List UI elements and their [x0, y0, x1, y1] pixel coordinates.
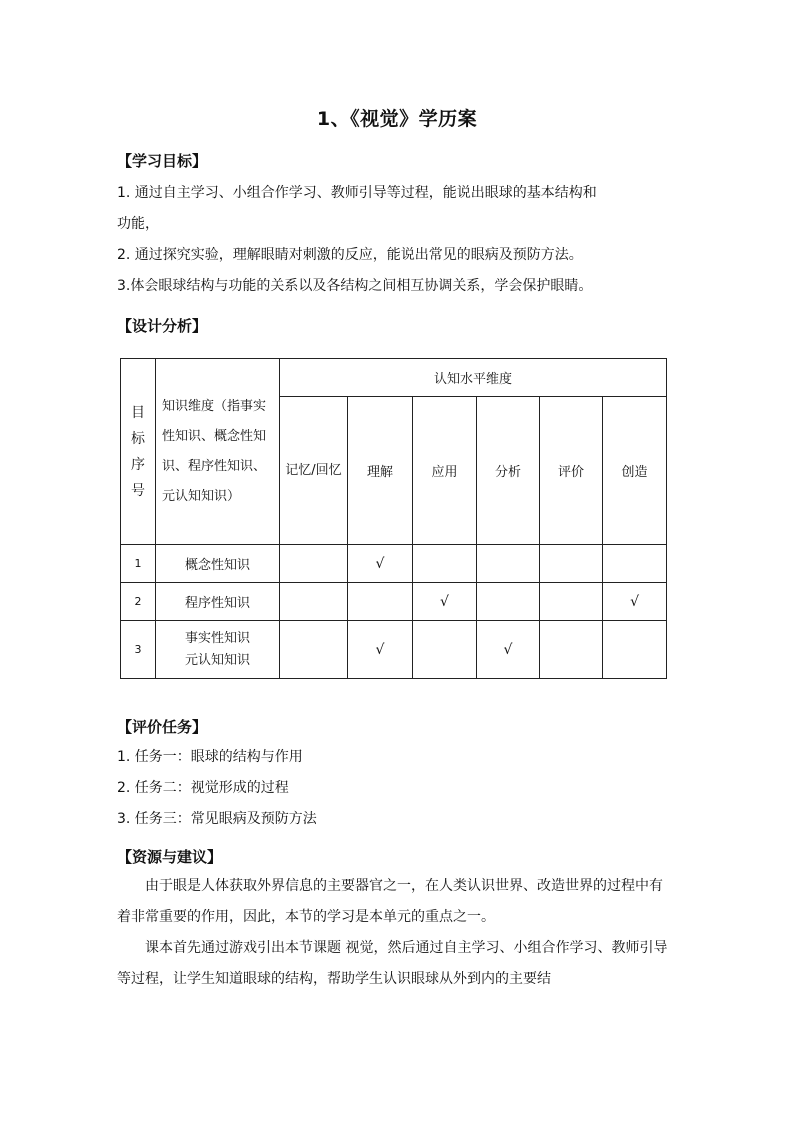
goal-item: 2. 通过探究实验，理解眼睛对刺激的反应，能说出常见的眼病及预防方法。 [117, 247, 583, 263]
goal-item: 3.体会眼球结构与功能的关系以及各结构之间相互协调关系，学会保护眼睛。 [117, 278, 593, 294]
design-analysis-table [120, 358, 667, 679]
table-row: 1 概念性知识 √ [121, 545, 667, 583]
task-item: 3. 任务三：常见眼病及预防方法 [117, 811, 317, 827]
level-create: 创造 [603, 397, 667, 545]
resources-paragraph: 课本首先通过游戏引出本节课题 视觉，然后通过自主学习、小组合作学习、教师引导等过程，让学生知道眼球的结构，帮助学生认识眼球从外到内的主要结 [117, 940, 668, 987]
level-remember: 记忆/回忆 [280, 397, 348, 545]
task-item: 1. 任务一：眼球的结构与作用 [117, 749, 303, 765]
cognitive-level-header: 认知水平维度 [280, 359, 667, 397]
level-understand: 理解 [348, 397, 413, 545]
resources-paragraph: 由于眼是人体获取外界信息的主要器官之一，在人类认识世界、改造世界的过程中有着非常重要的作用，因此，本节的学习是本单元的重点之一。 [117, 878, 663, 925]
goal-item: 功能， [117, 216, 159, 232]
table-row: 3 事实性知识 元认知知识 √ √ [121, 621, 667, 679]
knowledge-dimension-header: 知识维度（指事实性知识、概念性知识、程序性知识、元认知知识） [156, 359, 280, 545]
page-title: 1、《视觉》学历案 [316, 108, 478, 130]
level-apply: 应用 [413, 397, 477, 545]
tasks-heading: 【评价任务】 [117, 718, 208, 736]
resources-heading: 【资源与建议】 [117, 848, 223, 866]
level-evaluate: 评价 [540, 397, 603, 545]
goals-heading: 【学习目标】 [117, 152, 208, 170]
task-item: 2. 任务二：视觉形成的过程 [117, 780, 289, 796]
table-row: 2 程序性知识 √ √ [121, 583, 667, 621]
design-heading: 【设计分析】 [117, 317, 208, 335]
goal-number-header: 目 标 序 号 [121, 359, 156, 545]
level-analyze: 分析 [477, 397, 540, 545]
goal-item: 1. 通过自主学习、小组合作学习、教师引导等过程，能说出眼球的基本结构和 [117, 185, 597, 201]
